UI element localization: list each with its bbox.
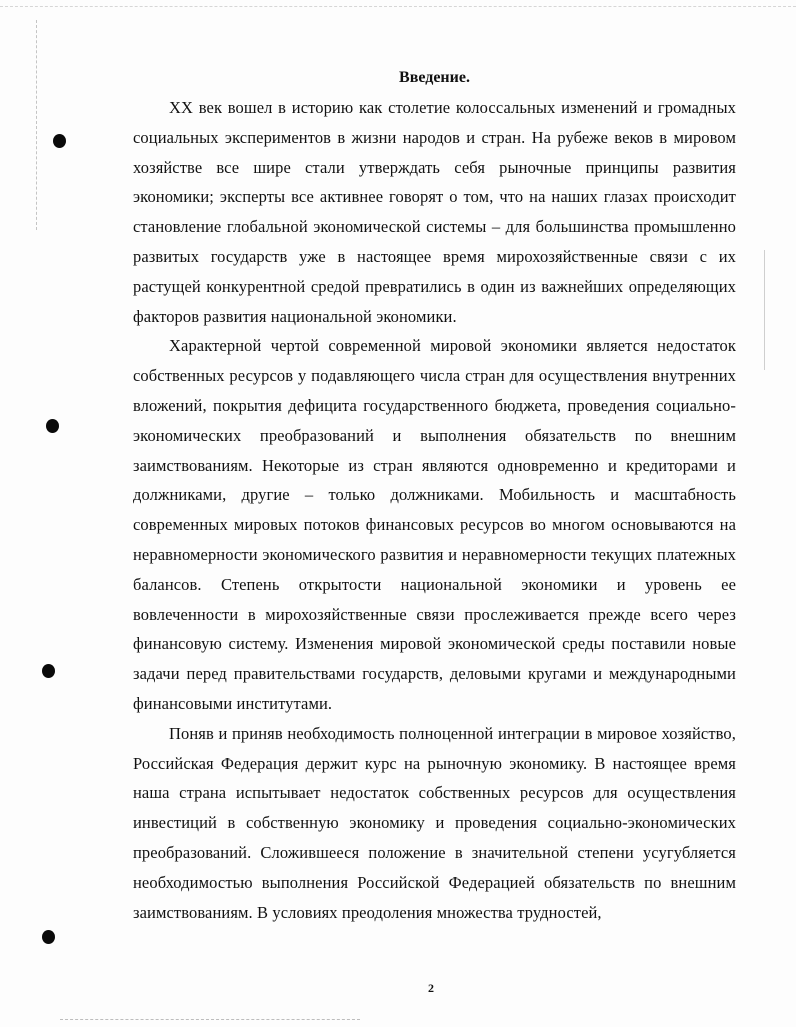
paragraph-1: XX век вошел в историю как столетие колоссальных изменений и громадных социальных экспериментов в жизни народов и стран. На рубеже веков в мировом хозяйстве все шире стали утверждать себя рыночные принципы развития экономики; эксперты все активнее говорят о том, что на наших глазах происходит становление глобальной экономической системы – для большинства промышленно развитых государств уже в настоящее время мирохозяйственные связи с их растущей конкурентной средой превратились в один из важнейших определяющих факторов развития национальной экономики. xyxy=(133,98,736,326)
page-title: Введение. xyxy=(399,69,470,86)
punch-hole-icon xyxy=(42,930,55,944)
paragraph-2: Характерной чертой современной мировой экономики является недостаток собственных ресурсов у подавляющего числа стран для осуществления внутренних вложений, покрытия дефицита государственного бюджета, проведения социально-экономических преобразований и выполнения обязательств по внешним заимствованиям. Некоторые из стран являются одновременно и кредиторами и должниками, другие – только должниками. Мобильность и масштабность современных мировых потоков финансовых ресурсов во многом основываются на неравномерности экономического развития и неравномерности текущих платежных балансов. Степень открытости национальной экономики и уровень ее вовлеченности в мирохозяйственные связи прослеживается прежде всего через финансовую систему. Изменения мировой экономической среды поставили новые задачи перед правительствами государств, деловыми кругами и международными финансовыми институтами. xyxy=(133,336,736,713)
scan-right-mark xyxy=(764,250,765,370)
punch-hole-icon xyxy=(46,419,59,433)
page-number: 2 xyxy=(428,981,434,995)
punch-hole-icon xyxy=(42,664,55,678)
punch-hole-icon xyxy=(53,134,66,148)
scan-top-edge xyxy=(0,0,796,7)
document-body xyxy=(133,93,736,927)
scan-left-edge xyxy=(36,20,37,230)
paragraph-3: Поняв и приняв необходимость полноценной интеграции в мировое хозяйство, Российская Федерация держит курс на рыночную экономику. В настоящее время наша страна испытывает недостаток собственных ресурсов для осуществления инвестиций в собственную экономику и проведения социально-экономических преобразований. Сложившееся положение в значительной степени усугубляется необходимостью выполнения Российской Федерацией обязательств по внешним заимствованиям. В условиях преодоления множества трудностей, xyxy=(133,723,736,922)
scan-bottom-edge xyxy=(60,1019,360,1020)
